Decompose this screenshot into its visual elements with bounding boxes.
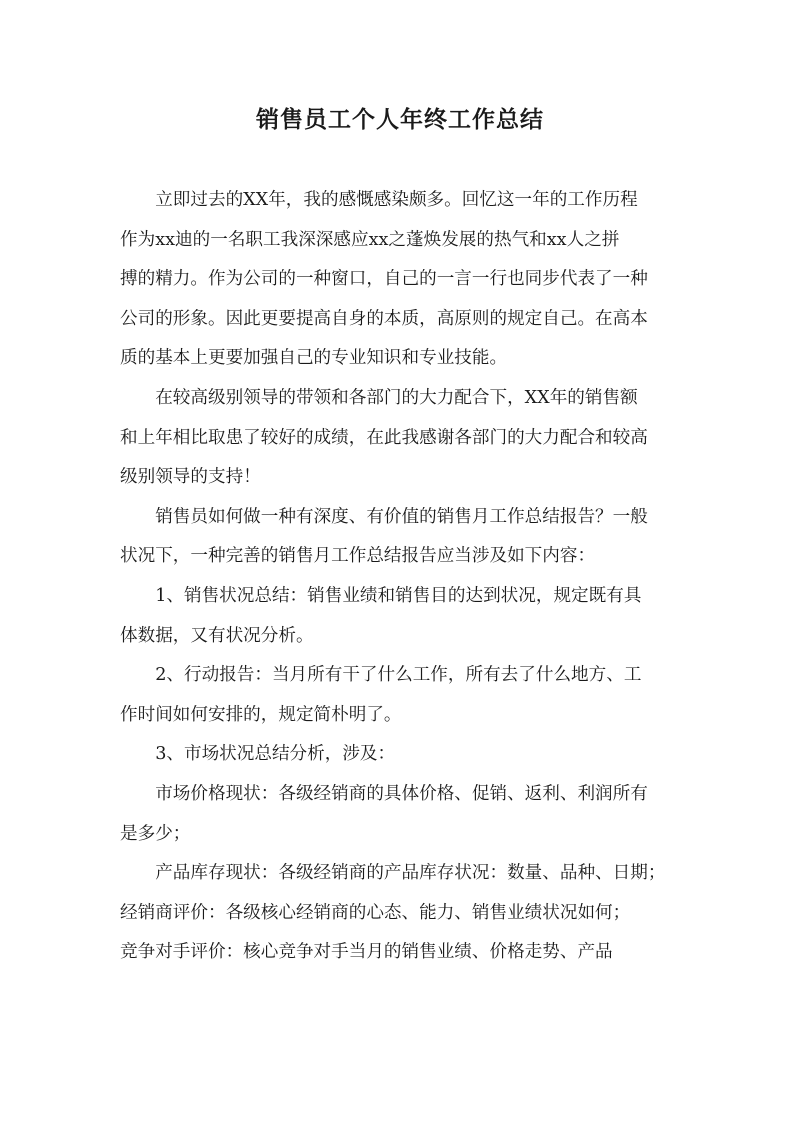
text-line: 经销商评价：各级核心经销商的心态、能力、销售业绩状况如何； [120, 902, 631, 923]
paragraph [120, 656, 686, 735]
text-line: 级别领导的支持！ [120, 467, 261, 488]
paragraph [120, 735, 686, 775]
text-line: 竞争对手评价：核心竞争对手当月的销售业绩、价格走势、产品 [120, 942, 613, 963]
text-line: 状况下，一种完善的销售月工作总结报告应当涉及如下内容： [120, 546, 596, 567]
text-line: 2、行动报告：当月所有干了什么工作，所有去了什么地方、工 [155, 665, 642, 686]
text-line: 公司的形象。因此更要提高自身的本质，高原则的规定自己。在高本 [120, 308, 648, 329]
text-line: 在较高级别领导的带领和各部门的大力配合下，XX年的销售额 [155, 387, 638, 408]
text-line: 质的基本上更要加强自己的专业知识和专业技能。 [120, 348, 508, 369]
text-line: 体数据，又有状况分析。 [120, 625, 314, 646]
text-line: 1、销售状况总结：销售业绩和销售目的达到状况，规定既有具 [155, 585, 642, 606]
text-line: 立即过去的XX年，我的感慨感染颇多。回忆这一年的工作历程 [155, 190, 638, 210]
paragraph [120, 498, 686, 577]
text-line: 作为xx迪的一名职工我深深感应xx之蓬焕发展的热气和xx人之拼 [120, 229, 620, 250]
text-line: 3、市场状况总结分析，涉及： [155, 744, 396, 765]
text-line: 作时间如何安排的，规定简朴明了。 [120, 704, 402, 725]
paragraph [120, 181, 686, 379]
text-line: 和上年相比取患了较好的成绩，在此我感谢各部门的大力配合和较高 [120, 427, 648, 448]
paragraph [120, 854, 686, 894]
paragraph [120, 894, 686, 934]
text-line: 市场价格现状：各级经销商的具体价格、促销、返利、利润所有 [155, 783, 648, 804]
text-line: 是多少； [120, 823, 191, 844]
document-body [120, 181, 686, 973]
paragraph [120, 775, 686, 854]
paragraph [120, 577, 686, 656]
text-line: 搏的精力。作为公司的一种窗口，自己的一言一行也同步代表了一种 [120, 269, 648, 290]
paragraph [120, 933, 686, 973]
paragraph [120, 379, 686, 498]
document-title: 销售员工个人年终工作总结 [256, 106, 544, 133]
text-line: 销售员如何做一种有深度、有价值的销售月工作总结报告？一般 [155, 506, 648, 527]
text-line: 产品库存现状：各级经销商的产品库存状况：数量、品种、日期； [155, 863, 666, 884]
